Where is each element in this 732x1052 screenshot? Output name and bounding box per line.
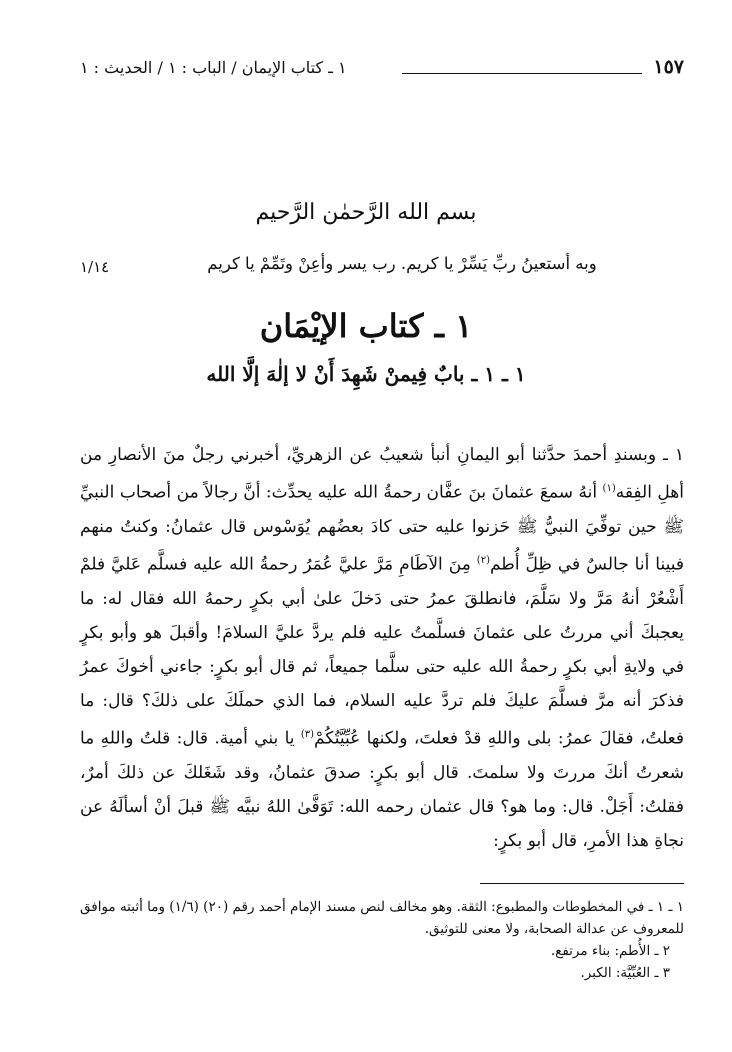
- hadith-paragraph: [80, 438, 684, 858]
- chapter-title: ١ ـ ١ ـ بابٌ فِيمنْ شَهِدَ أَنْ لا إلٰهَ إلَّا الله: [206, 362, 526, 386]
- book-title: ١ ـ كتاب الإيْمَان: [259, 307, 473, 345]
- footnotes: [80, 896, 684, 984]
- footnote-separator: [480, 883, 684, 884]
- hadith-text: [80, 438, 684, 858]
- footnote-3: ٣ ـ العُبِّيَّة: الكبر.: [580, 965, 670, 981]
- istiana-line: وبه أستعينُ ربِّ يَسِّرْ يا كريم. رب يسر وأعِنْ وتَمِّمْ يا كريم: [207, 254, 597, 273]
- running-title: ١ ـ كتاب الإيمان / الباب : ١ / الحديث : ١: [80, 58, 347, 77]
- hadith-part-2: أنهُ سمعَ عثمانَ بنَ عفَّان رحمةُ الله عليه يحدِّث: أنَّ رجالاً من أصحاب النبيِّ ﷺ حين توفِّيَ النبيُّ ﷺ حَزنوا عليه حتى كادَ بعضُهم يُوَسْوس قال عثمانُ: وكنتُ منهم فبينا أنا جالسٌ في ظِلِّ أُطم: [80, 482, 684, 575]
- footnote-1: ١ ـ ١ ـ في المخطوطات والمطبوع: الثقة. وهو مخالف لنص مسند الإمام أحمد رقم (٢٠) (١/٦) وما أثبته موافق للمعروف عن عدالة الصحابة، ولا معنى للتوثيق.: [79, 899, 684, 937]
- page-header: [80, 56, 684, 84]
- footnote-ref-1: (١): [602, 483, 616, 495]
- footnote-ref-3: (٣): [300, 729, 315, 741]
- basmala: بسم الله الرَّحمٰن الرَّحيم: [255, 200, 477, 225]
- hadith-part-1: ١ ـ وبسندِ أحمدَ حدَّثنا أبو اليمانِ أنبأ شعيبُ عن الزهريِّ، أخبرني رجلٌ منَ الأنصارِ من أهلِ الفِقه: [80, 445, 684, 503]
- hadith-part-4: يا بني أمية. قال: قلتُ واللهِ ما شعرتُ أنكَ مررتَ ولا سلمتَ. قال أبو بكرٍ: صدقَ عثمانُ، وقد شَغَلكَ عن ذلكَ أمرٌ، فقلتُ: أَجَلْ. قال: وما هو؟ قال عثمان رحمه الله: تَوَفَّىٰ اللهُ نبيَّه ﷺ قبلَ أنْ أسألَهُ عن نجاةِ هذا الأمرِ، قال أبو بكرٍ:: [80, 728, 684, 851]
- footnote-2: ٢ ـ الأُطم: بناء مرتفع.: [550, 943, 670, 959]
- hadith-part-3: مِنَ الآطَامِ مَرَّ عليَّ عُمَرُ رحمةُ الله عليه فسلَّم عَليَّ فلمْ أَشْعُرْ أنهُ مَرَّ ولا سَلَّمَ، فانطلقَ عمرُ حتى دَخلَ علىٰ أبي بكرٍ رحمهُ الله فقال له: ما يعجبكَ أني مررتُ على عثمانَ فسلَّمتُ عليه فلم يردَّ عليَّ السلامَ! وأقبلَ هو وأبو بكرٍ في ولايةِ أبي بكرٍ رحمةُ الله عليه حتى سلَّما جميعاً، ثم قال أبو بكرٍ: جاءني أخوكَ عمرُ فذكرَ أنه مرَّ فسلَّمَ عليكَ فلم تردَّ عليه السلام، فما الذي حملَكَ على ذلكَ؟ قال: ما فعلتُ، فقالَ عمرُ: بلى واللهِ قدْ فعلتَ، ولكنها عُبِّيَّتُكُمْ: [80, 554, 684, 749]
- header-rule: [402, 73, 642, 74]
- footnote-ref-2: (٢): [476, 554, 490, 566]
- margin-reference: ١/١٤: [80, 258, 110, 276]
- page-number: ١٥٧: [653, 56, 684, 78]
